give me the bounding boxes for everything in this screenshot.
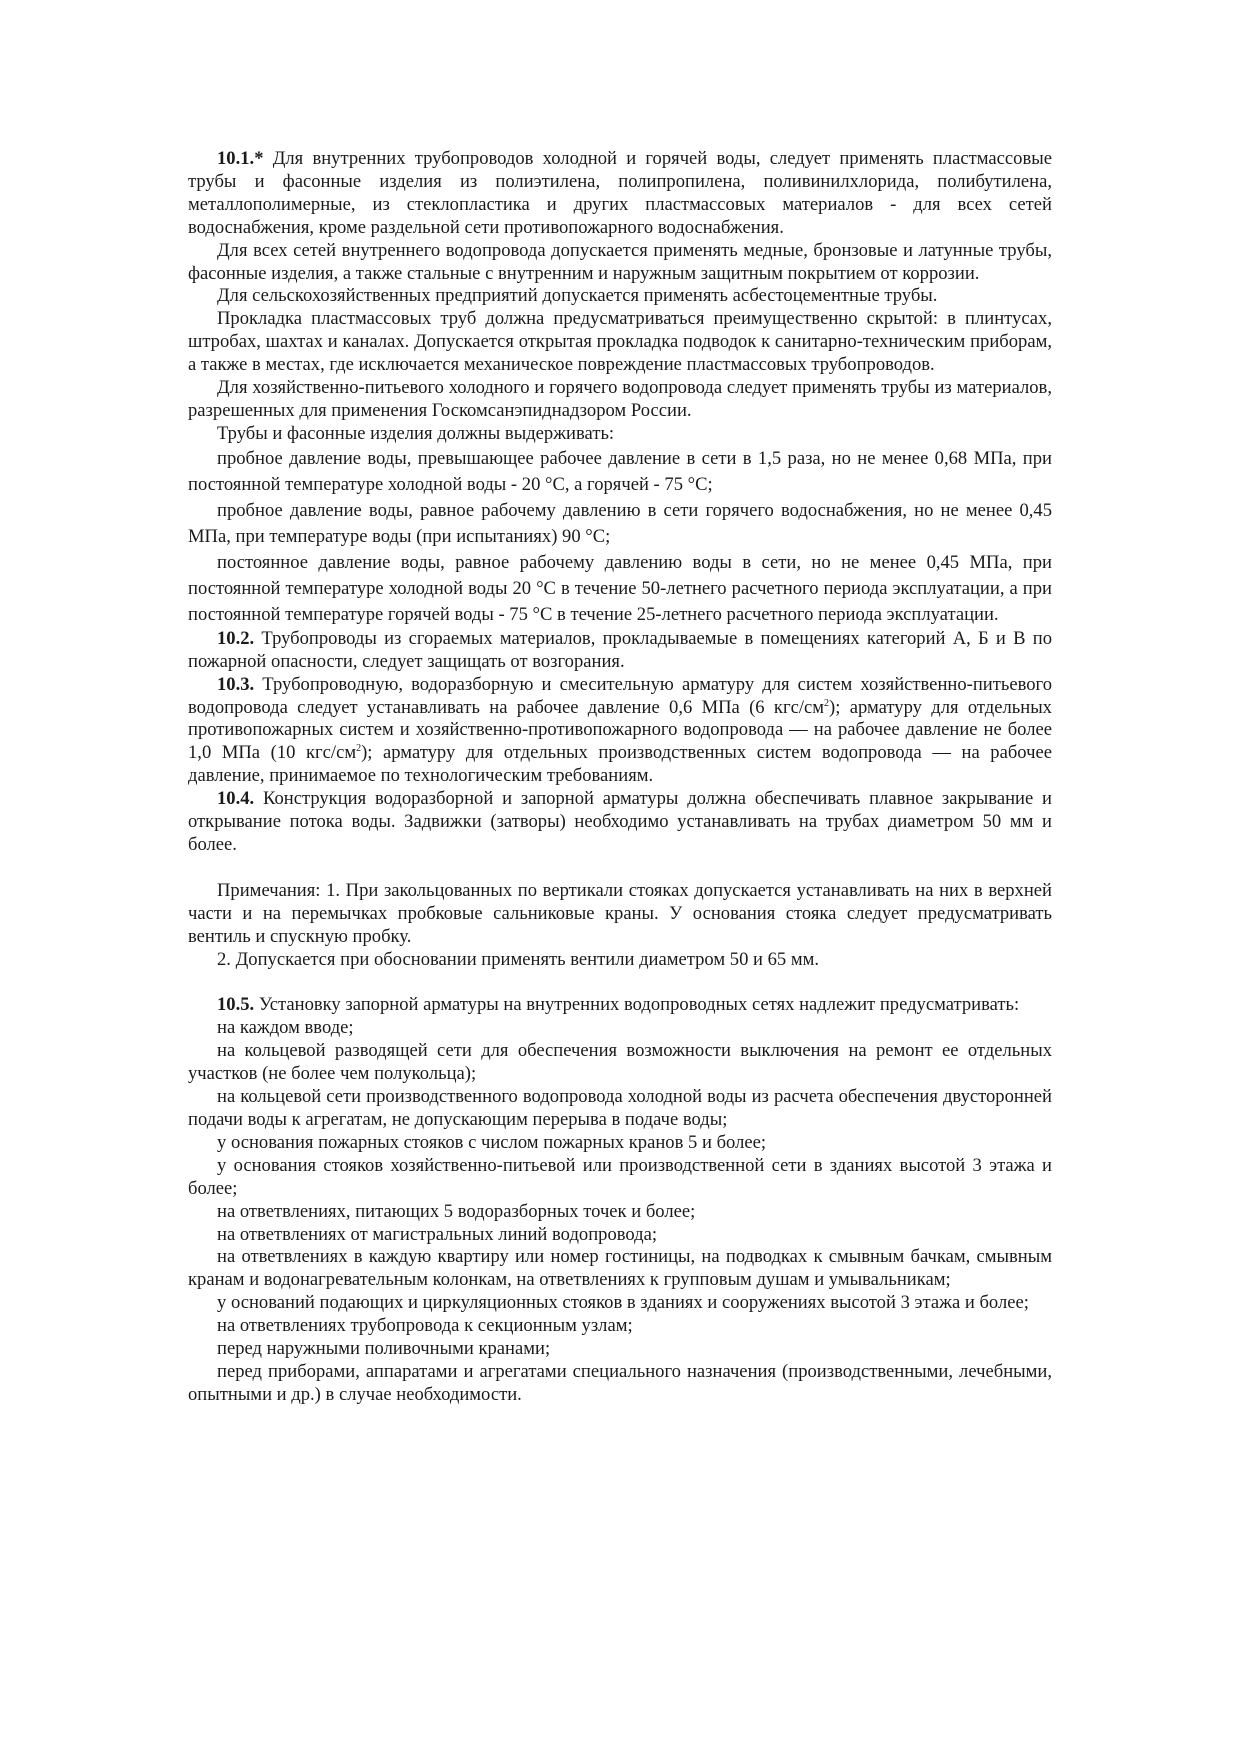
paragraph: Прокладка пластмассовых труб должна предусматриваться преимущественно скрытой: в плинтусах, штробах, шахтах и каналах. Допускается открытая прокладка подводок к санитарно-техническим приборам, а также в местах, где исключается механическое повреждение пластмассовых трубопроводов. bbox=[188, 308, 1052, 376]
list-item: перед наружными поливочными кранами; bbox=[217, 1338, 551, 1360]
section-number: 10.1.* bbox=[217, 148, 264, 169]
list-item: на ответвлениях в каждую квартиру или номер гостиницы, на подводках к смывным бачкам, смывным кранам и водонагревательным колонкам, на ответвлениях к групповым душам и умывальникам; bbox=[188, 1246, 1052, 1291]
section-number: 10.2. bbox=[217, 627, 255, 649]
superscript: 2 bbox=[824, 697, 830, 709]
paragraph-text: Трубопроводную, водоразборную и смесительную арматуру для систем хозяйственно-питьевого водопровода следует устанавливать на рабочее давление 0,6 МПа (6 кгс/см bbox=[188, 673, 1052, 718]
section-number: 10.5. bbox=[217, 994, 255, 1016]
paragraph: Для сельскохозяйственных предприятий допускается применять асбестоцементные трубы. bbox=[217, 285, 938, 307]
paragraph: Для всех сетей внутреннего водопровода допускается применять медные, бронзовые и латунные трубы, фасонные изделия, а также стальные с внутренним и наружным защитным покрытием от коррозии. bbox=[188, 239, 1052, 284]
paragraph: Для хозяйственно-питьевого холодного и горячего водопровода следует применять трубы из материалов, разрешенных для применения Госкомсанэпиднадзором России. bbox=[188, 377, 1052, 421]
list-item: на ответвлениях от магистральных линий водопровода; bbox=[217, 1223, 658, 1245]
spacer bbox=[188, 971, 1052, 994]
paragraph: постоянное давление воды, равное рабочему давлению воды в сети, но не менее 0,45 МПа, при постоянной температуре холодной воды 20 °С в течение 50-летнего расчетного периода эксплуатации, а при постоянной температуре горячей воды - 75 °С в течение 25-летнего расчетного периода эксплуатации. bbox=[188, 551, 1052, 625]
paragraph: пробное давление воды, превышающее рабочее давление в сети в 1,5 раза, но не менее 0,68 МПа, при постоянной температуре холодной воды - 20 °С, а горячей - 75 °С; bbox=[188, 447, 1052, 495]
list-item: на каждом вводе; bbox=[217, 1017, 354, 1039]
list-item: на ответвлениях трубопровода к секционным узлам; bbox=[217, 1315, 633, 1337]
section-10-3-paragraph bbox=[188, 674, 1052, 789]
section-10-4-paragraph bbox=[188, 788, 1052, 857]
section-10-2-paragraph bbox=[188, 628, 1052, 674]
document-page bbox=[188, 148, 1052, 1407]
superscript: 2 bbox=[356, 743, 362, 755]
section-10-5-paragraph bbox=[188, 994, 1052, 1017]
list-item: у оснований подающих и циркуляционных стояков в зданиях и сооружениях высотой 3 этажа и более; bbox=[217, 1292, 1029, 1314]
list-item: на ответвлениях, питающих 5 водоразборных точек и более; bbox=[217, 1200, 696, 1222]
paragraph-text: Трубопроводы из сгораемых материалов, прокладываемые в помещениях категорий А, Б и В по пожарной опасности, следует защищать от возгорания. bbox=[188, 627, 1052, 672]
paragraph-text: Установку запорной арматуры на внутренних водопроводных сетях надлежит предусматривать: bbox=[254, 994, 1020, 1016]
paragraph-text: ); арматуру для отдельных противопожарных систем и хозяйственно-противопожарного водопровода — на рабочее давление не более 1,0 МПа (10 кгс/см bbox=[188, 696, 1052, 764]
paragraph-text: ); арматуру для отдельных производственных систем водопровода — на рабочее давление, принимаемое по технологическим требованиям. bbox=[188, 742, 1052, 787]
list-item: на кольцевой разводящей сети для обеспечения возможности выключения на ремонт ее отдельных участков (не более чем полукольца); bbox=[188, 1040, 1052, 1085]
section-number: 10.4. bbox=[217, 788, 255, 810]
section-10-1-paragraph bbox=[188, 148, 1052, 240]
paragraph-text: Конструкция водоразборной и запорной арматуры должна обеспечивать плавное закрывание и открывание потока воды. Задвижки (затворы) необходимо устанавливать на трубах диаметром 50 мм и более. bbox=[188, 788, 1052, 855]
paragraph-text: Для внутренних трубопроводов холодной и горячей воды, следует применять пластмассовые трубы и фасонные изделия из полиэтилена, полипропилена, поливинилхлорида, полибутилена, металлополимерные, из стеклопластика и других пластмассовых материалов - для всех сетей водоснабжения, кроме раздельной сети противопожарного водоснабжения. bbox=[188, 148, 1052, 238]
list-item: перед приборами, аппаратами и агрегатами специального назначения (производственными, лечебными, опытными и др.) в случае необходимости. bbox=[188, 1360, 1052, 1405]
section-number: 10.3. bbox=[217, 673, 255, 695]
paragraph: пробное давление воды, равное рабочему давлению в сети горячего водоснабжения, но не менее 0,45 МПа, при температуре воды (при испытаниях) 90 °С; bbox=[188, 499, 1052, 547]
note-paragraph: Примечания: 1. При закольцованных по вертикали стояках допускается устанавливать на них в верхней части и на перемычках пробковые сальниковые краны. У основания стояка следует предусматривать вентиль и спускную пробку. bbox=[188, 879, 1052, 947]
list-item: у основания стояков хозяйственно-питьевой или производственной сети в зданиях высотой 3 этажа и более; bbox=[188, 1154, 1052, 1199]
list-item: у основания пожарных стояков с числом пожарных кранов 5 и более; bbox=[217, 1131, 767, 1153]
spacer bbox=[188, 857, 1052, 880]
note-paragraph: 2. Допускается при обосновании применять вентили диаметром 50 и 65 мм. bbox=[217, 948, 820, 970]
paragraph: Трубы и фасонные изделия должны выдерживать: bbox=[217, 422, 615, 444]
list-item: на кольцевой сети производственного водопровода холодной воды из расчета обеспечения двусторонней подачи воды к агрегатам, не допускающим перерыва в подаче воды; bbox=[188, 1086, 1052, 1130]
